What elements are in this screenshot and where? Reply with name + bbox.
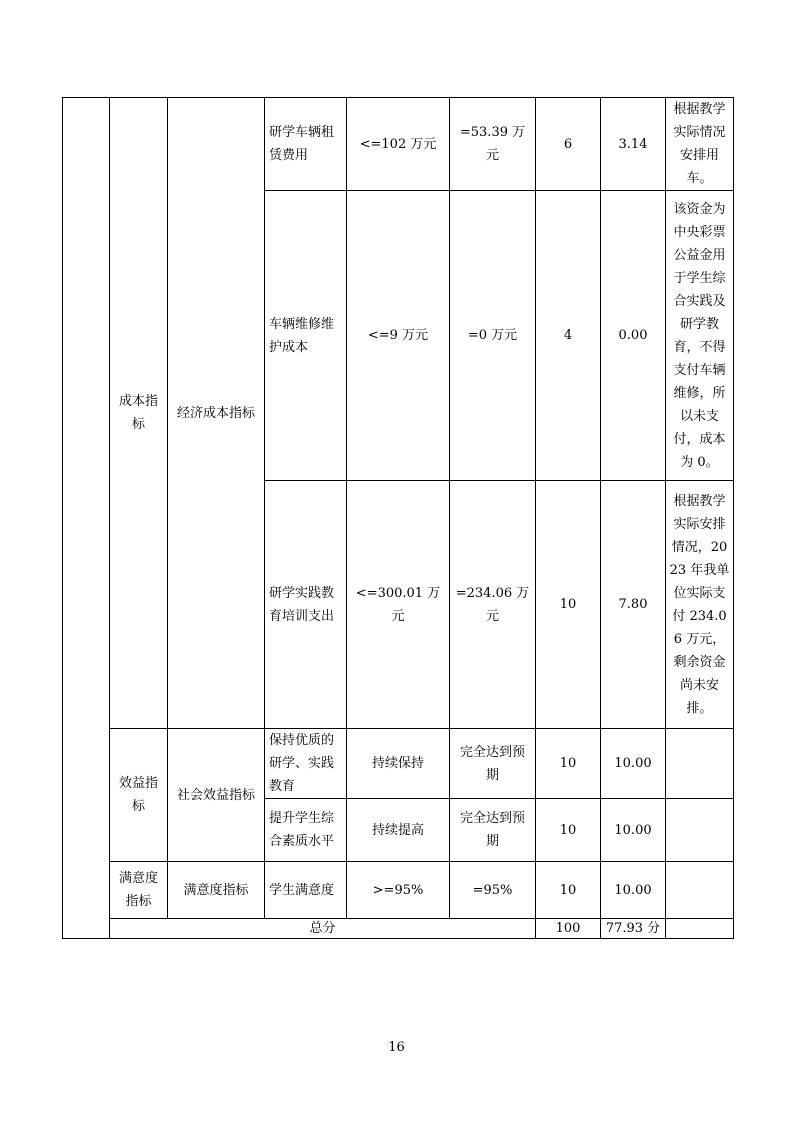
total-note-cell <box>666 919 734 939</box>
target-value-cell: <=9 万元 <box>347 191 450 481</box>
actual-value-cell: =95% <box>450 862 536 919</box>
weight-cell: 6 <box>536 98 601 191</box>
note-cell <box>666 799 734 862</box>
total-score-cell: 77.93 分 <box>601 919 666 939</box>
indicator-name-cell: 学生满意度 <box>265 862 347 919</box>
note-cell: 根据教学实际安排情况，2023 年我单位实际支付 234.06 万元，剩余资金尚未安排。 <box>666 481 734 729</box>
note-cell <box>666 729 734 799</box>
actual-value-cell: 完全达到预期 <box>450 729 536 799</box>
score-cell: 7.80 <box>601 481 666 729</box>
target-value-cell: 持续提高 <box>347 799 450 862</box>
actual-value-cell: =53.39 万元 <box>450 98 536 191</box>
score-cell: 10.00 <box>601 729 666 799</box>
third-level-indicator-cell: 满意度指标 <box>168 862 265 919</box>
note-cell: 根据教学实际情况安排用车。 <box>666 98 734 191</box>
table-row <box>63 862 734 919</box>
second-level-indicator-cell: 效益指标 <box>110 729 168 862</box>
indicator-name-cell: 提升学生综合素质水平 <box>265 799 347 862</box>
page-number: 16 <box>388 1040 405 1055</box>
score-cell: 10.00 <box>601 862 666 919</box>
indicator-name-cell: 保持优质的研学、实践教育 <box>265 729 347 799</box>
weight-cell: 10 <box>536 862 601 919</box>
weight-cell: 10 <box>536 799 601 862</box>
note-cell: 该资金为中央彩票公益金用于学生综合实践及研学教育，不得支付车辆维修，所以未支付，成本为 0。 <box>666 191 734 481</box>
total-row <box>63 919 734 939</box>
total-weight-cell: 100 <box>536 919 601 939</box>
total-label-cell: 总分 <box>110 919 536 939</box>
third-level-indicator-cell: 社会效益指标 <box>168 729 265 862</box>
target-value-cell: <=102 万元 <box>347 98 450 191</box>
indicator-name-cell: 研学车辆租赁费用 <box>265 98 347 191</box>
weight-cell: 10 <box>536 729 601 799</box>
actual-value-cell: =0 万元 <box>450 191 536 481</box>
score-cell: 10.00 <box>601 799 666 862</box>
weight-cell: 4 <box>536 191 601 481</box>
score-cell: 0.00 <box>601 191 666 481</box>
score-cell: 3.14 <box>601 98 666 191</box>
target-value-cell: >=95% <box>347 862 450 919</box>
performance-table <box>62 97 734 939</box>
first-level-indicator-cell <box>63 98 110 939</box>
weight-cell: 10 <box>536 481 601 729</box>
indicator-name-cell: 车辆维修维护成本 <box>265 191 347 481</box>
indicator-name-cell: 研学实践教育培训支出 <box>265 481 347 729</box>
actual-value-cell: 完全达到预期 <box>450 799 536 862</box>
actual-value-cell: =234.06 万元 <box>450 481 536 729</box>
target-value-cell: 持续保持 <box>347 729 450 799</box>
third-level-indicator-cell: 经济成本指标 <box>168 98 265 729</box>
table-row <box>63 729 734 799</box>
second-level-indicator-cell: 满意度指标 <box>110 862 168 919</box>
second-level-indicator-cell: 成本指标 <box>110 98 168 729</box>
note-cell <box>666 862 734 919</box>
target-value-cell: <=300.01 万元 <box>347 481 450 729</box>
table-row <box>63 98 734 191</box>
